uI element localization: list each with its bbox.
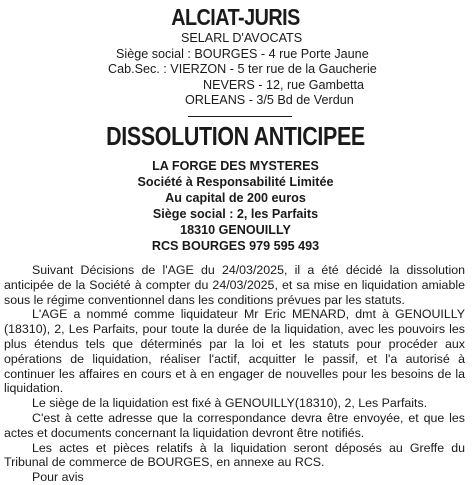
paragraph-pour-avis: Pour avis [32, 470, 84, 485]
company-registered-office: Siège social : 2, les Parfaits [152, 206, 319, 221]
company-postcode-city: 18310 GENOUILLY [180, 222, 291, 237]
company-legal-form: Société à Responsabilité Limitée [137, 174, 334, 189]
paragraph-filing: Les actes et pièces relatifs à la liquidation seront déposés au Greffe du Tribunal de commerce de BOURGES, en annexe au RCS. [4, 440, 465, 470]
law-firm-secondary-office: Cab.Sec. : VIERZON - 5 ter rue de la Gaucherie [108, 62, 377, 77]
company-rcs-number: RCS BOURGES 979 595 493 [151, 238, 320, 253]
law-firm-office-orleans: ORLEANS - 3/5 Bd de Verdun [185, 93, 354, 108]
company-capital: Au capital de 200 euros [165, 190, 306, 205]
company-block [4, 158, 467, 254]
paragraph-liquidator-appointment: L'AGE a nommé comme liquidateur Mr Eric MENARD, dmt à GENOUILLY (18310), 2, Les Parfaits, pour toute la durée de la liquidation, avec les pouvoirs les plus étendus tels que déterminés par la loi et les statuts pour procéder aux opérations de liquidation, réaliser l'actif, acquitter le passif, et l'a autorisé à continuer les affaires en cours et à en engager de nouvelles pour les besoins de la liquidation. [4, 307, 465, 396]
paragraph-liquidation-seat: Le siège de la liquidation est fixé à GENOUILLY(18310), 2, Les Parfaits. [32, 396, 428, 411]
law-firm-details [4, 31, 467, 109]
notice-title: DISSOLUTION ANTICIPEE [106, 122, 365, 151]
law-firm-head-office: Siège social : BOURGES - 4 rue Porte Jaune [116, 46, 369, 61]
paragraph-correspondence-address: C'est à cette adresse que la correspondance devra être envoyée, et que les actes et documents concernant la liquidation devront être notifiés. [4, 410, 465, 440]
separator-rule [188, 116, 292, 117]
company-name: LA FORGE DES MYSTERES [152, 158, 319, 173]
law-firm-office-nevers: NEVERS - 12, rue Gambetta [203, 77, 364, 92]
paragraph-dissolution-decision: Suivant Décisions de l'AGE du 24/03/2025, il a été décidé la dissolution anticipée de la Société à compter du 24/03/2025, et sa mise en liquidation amiable sous le régime conventionnel dans les conditions prévues par les statuts. [4, 262, 465, 307]
law-firm-name: ALCIAT-JURIS [171, 4, 300, 30]
notice-body [4, 263, 467, 485]
law-firm-type: SELARL D'AVOCATS [181, 31, 303, 45]
